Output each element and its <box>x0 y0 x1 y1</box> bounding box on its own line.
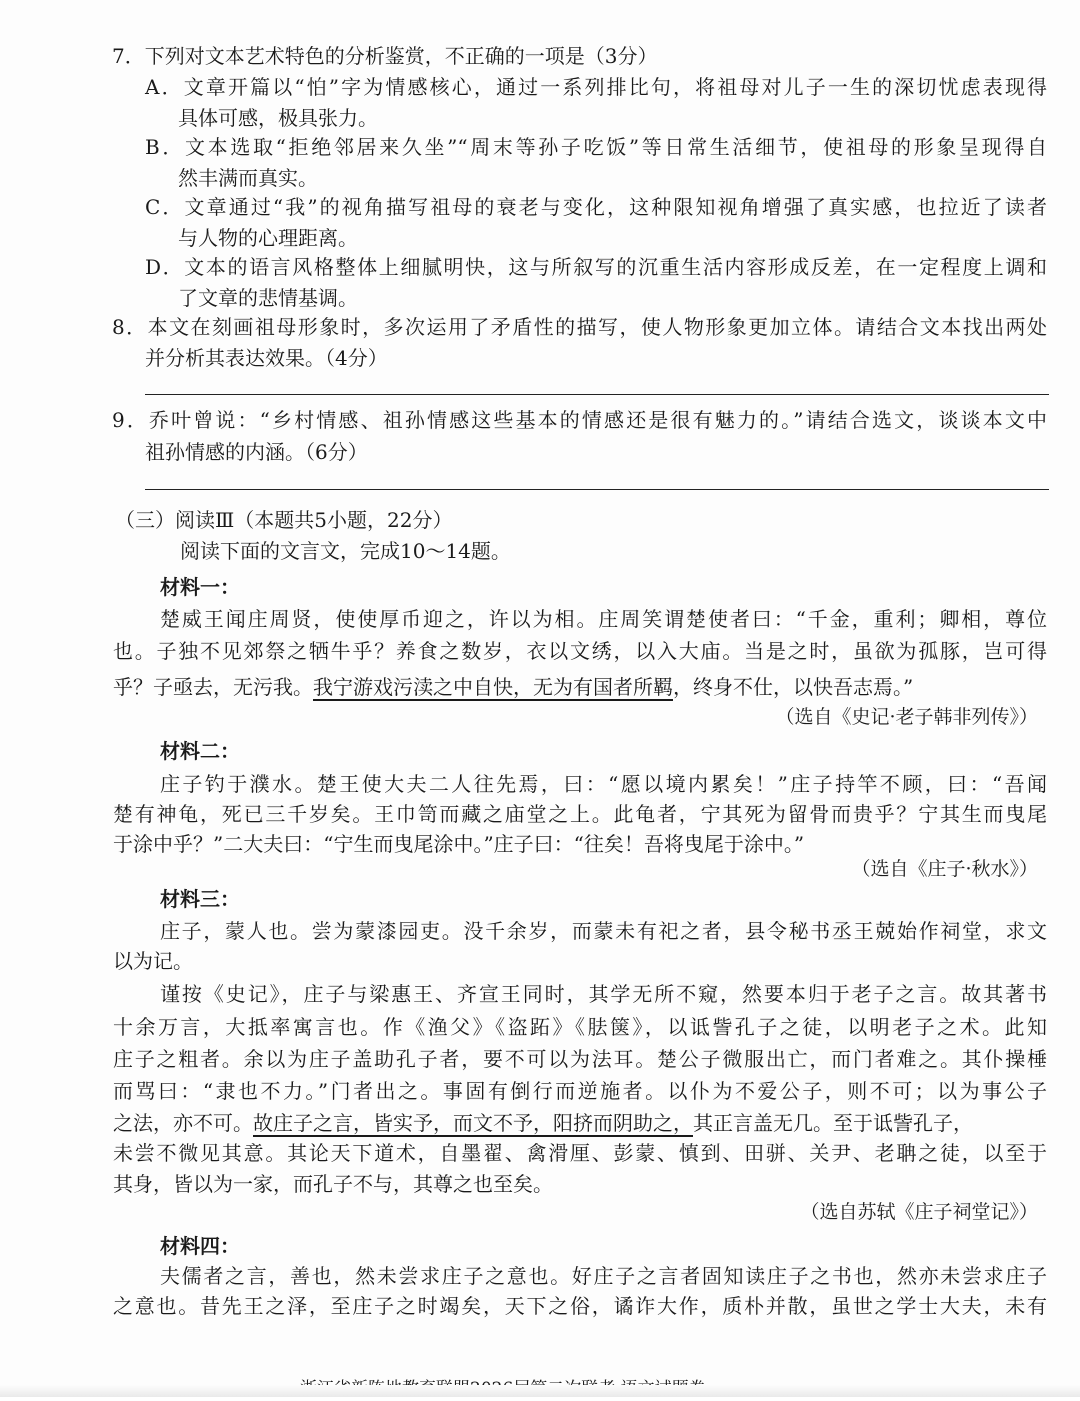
material-3-line5: 庄子之粗者。余以为庄子盖助孔子者，要不可以为法耳。楚公子微服出亡，而门者难之。其仆操棰 <box>113 1047 1047 1071</box>
q7-option-d-line1: D．文本的语言风格整体上细腻明快，这与所叙写的沉重生活内容形成反差，在一定程度上调和 <box>145 255 1047 279</box>
q8-line2: 并分析其表达效果。（4分） <box>145 346 388 370</box>
q9-line1: 9．乔叶曾说：“乡村情感、祖孙情感这些基本的情感还是很有魅力的。”请结合选文，谈谈本文中 <box>112 408 1047 432</box>
material-3-underlined-sentence: 故庄子之言，皆实予，而文不予，阳挤而阴助之， <box>253 1111 693 1135</box>
q7-option-c-line2: 与人物的心理距离。 <box>178 226 358 250</box>
material-1-label: 材料一： <box>160 575 240 599</box>
material-3-line8: 未尝不微见其意。其论天下道术，自墨翟、禽滑厘、彭蒙、慎到、田骈、关尹、老聃之徒，以至于 <box>113 1141 1047 1165</box>
q7-option-d-line2: 了文章的悲情基调。 <box>178 286 358 310</box>
material-3-line1: 庄子，蒙人也。尝为蒙漆园吏。没千余岁，而蒙未有祀之者，县令秘书丞王兢始作祠堂，求文 <box>160 919 1047 943</box>
material-4-line2: 之意也。昔先王之泽，至庄子之时竭矣，天下之俗，谲诈大作，质朴并散，虽世之学士大夫，未有 <box>113 1294 1047 1318</box>
material-2-line2: 楚有神龟，死已三千岁矣。王巾笥而藏之庙堂之上。此龟者，宁其死为留骨而贵乎？宁其生而曳尾 <box>113 802 1047 826</box>
q7-option-b-line2: 然丰满而真实。 <box>178 166 318 190</box>
q7-option-a-line1: A．文章开篇以“怕”字为情感核心，通过一系列排比句，将祖母对儿子一生的深切忧虑表现得 <box>145 75 1047 99</box>
q8-line1: 8．本文在刻画祖母形象时，多次运用了矛盾性的描写，使人物形象更加立体。请结合文本找出两处 <box>112 315 1047 339</box>
material-2-label: 材料二： <box>160 739 240 763</box>
material-2-line3: 于涂中乎？”二大夫曰：“宁生而曳尾涂中。”庄子曰：“往矣！吾将曳尾于涂中。” <box>113 832 805 856</box>
material-1-line2: 也。子独不见郊祭之牺牛乎？养食之数岁，衣以文绣，以入大庙。当是之时，虽欲为孤豚，岂可得 <box>113 639 1047 663</box>
material-3-line6: 而骂曰：“隶也不力。”门者出之。事固有倒行而逆施者。以仆为不爱公子，则不可；以为事公子 <box>113 1079 1047 1103</box>
material-3-line7-start: 之法，亦不可。 <box>113 1111 253 1135</box>
material-3-line9: 其身，皆以为一家，而孔子不与，其尊之也至矣。 <box>113 1172 553 1196</box>
material-4-line1: 夫儒者之言，善也，然未尝求庄子之意也。好庄子之言者固知读庄子之书也，然亦未尝求庄子 <box>160 1264 1047 1288</box>
material-1-line3-start: 乎？子亟去，无污我。 <box>113 675 313 699</box>
material-1-line3-end: ，终身不仕，以快吾志焉。” <box>673 675 914 699</box>
material-1-source: （选自《史记·老子韩非列传》） <box>775 706 1038 728</box>
q8-answer-line <box>145 394 1049 395</box>
material-2-source: （选自《庄子·秋水》） <box>851 858 1038 880</box>
material-1-line1: 楚威王闻庄周贤，使使厚币迎之，许以为相。庄周笑谓楚使者曰：“千金，重利；卿相，尊位 <box>160 607 1047 631</box>
material-1-line3 <box>113 673 913 701</box>
q7-option-b-line1: B．文本选取“拒绝邻居来久坐”“周末等孙子吃饭”等日常生活细节，使祖母的形象呈现得自 <box>145 135 1047 159</box>
section-title: （三）阅读Ⅲ（本题共5小题，22分） <box>115 508 453 532</box>
material-4-label: 材料四： <box>160 1234 240 1258</box>
q9-answer-line <box>145 489 1049 490</box>
material-3-source: （选自苏轼《庄子祠堂记》） <box>800 1201 1038 1223</box>
q9-line2: 祖孙情感的内涵。（6分） <box>145 440 368 464</box>
material-3-line4: 十余万言，大抵率寓言也。作《渔父》《盗跖》《胠箧》，以诋訾孔子之徒，以明老子之术。此知 <box>113 1015 1047 1039</box>
q7-stem: 7．下列对文本艺术特色的分析鉴赏，不正确的一项是（3分） <box>112 44 658 68</box>
material-3-line7-end: 其正言盖无几。至于诋訾孔子， <box>693 1111 973 1135</box>
scan-edge <box>0 1385 1080 1397</box>
material-3-line3: 谨按《史记》，庄子与梁惠王、齐宣王同时，其学无所不窥，然要本归于老子之言。故其著书 <box>160 982 1047 1006</box>
material-3-line2: 以为记。 <box>113 949 193 973</box>
q7-option-c-line1: C．文章通过“我”的视角描写祖母的衰老与变化，这种限知视角增强了真实感，也拉近了读者 <box>145 195 1047 219</box>
material-1-underlined-sentence: 我宁游戏污渎之中自快，无为有国者所羁 <box>313 675 673 699</box>
material-3-line7 <box>113 1109 973 1137</box>
section-instruction: 阅读下面的文言文，完成10～14题。 <box>180 539 511 563</box>
material-3-label: 材料三： <box>160 887 240 911</box>
q7-option-a-line2: 具体可感，极具张力。 <box>178 106 378 130</box>
material-2-line1: 庄子钓于濮水。楚王使大夫二人往先焉，曰：“愿以境内累矣！”庄子持竿不顾，曰：“吾闻 <box>160 772 1047 796</box>
